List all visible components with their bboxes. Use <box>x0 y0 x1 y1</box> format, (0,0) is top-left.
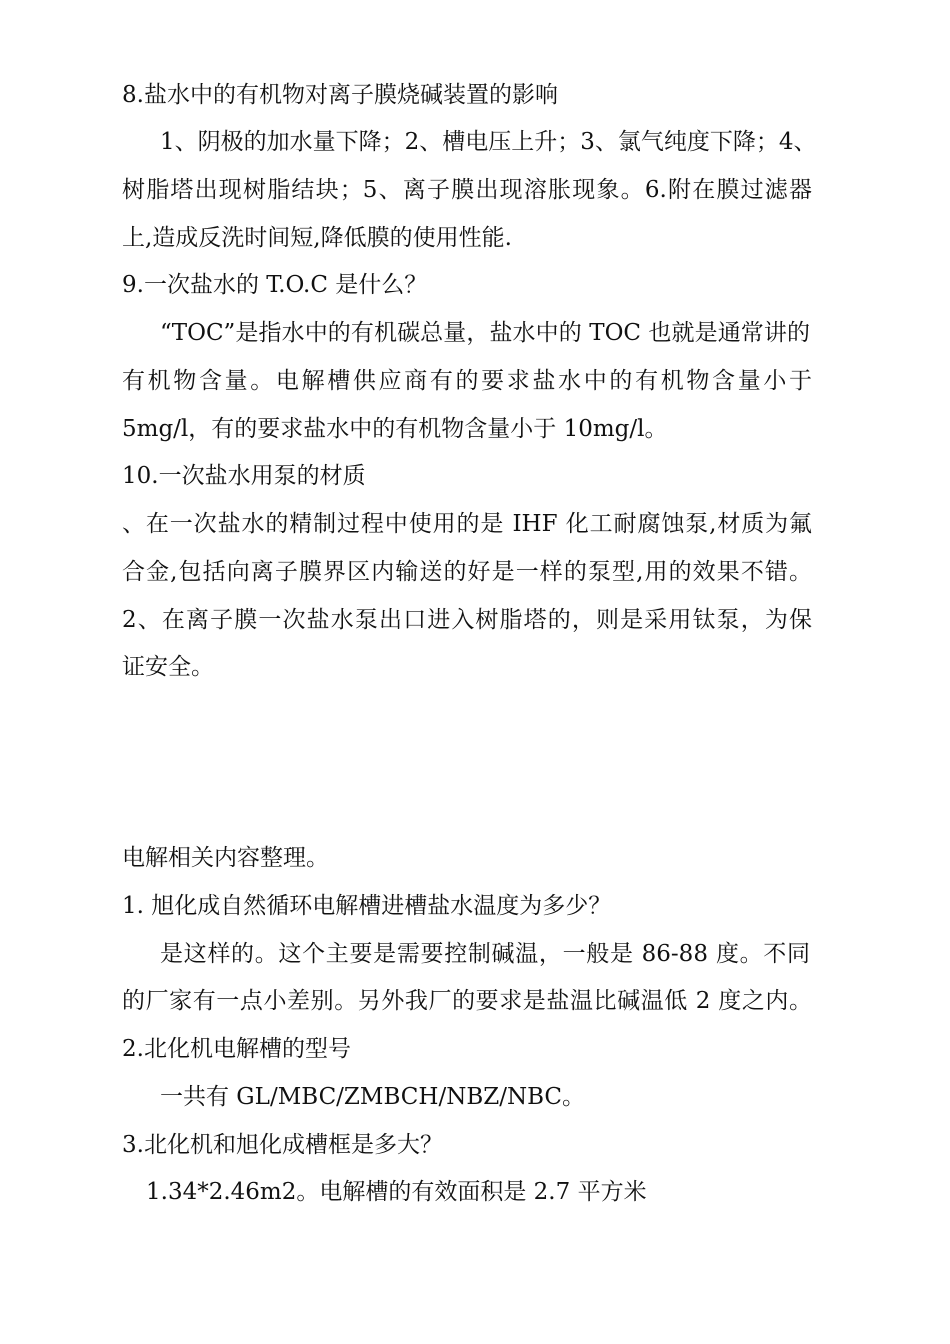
heading-q1: 1. 旭化成自然循环电解槽进槽盐水温度为多少？ <box>122 893 612 919</box>
paragraph-line: 有机物含量。电解槽供应商有的要求盐水中的有机物含量小于 <box>122 368 812 394</box>
paragraph-line: 合金,包括向离子膜界区内输送的好是一样的泵型,用的效果不错。 <box>122 559 812 585</box>
paragraph-line: 证安全。 <box>122 654 214 680</box>
paragraph-line: 2、在离子膜一次盐水泵出口进入树脂塔的，则是采用钛泵，为保 <box>122 607 812 633</box>
heading-organic-impact: 8.盐水中的有机物对离子膜烧碱装置的影响 <box>122 82 558 108</box>
paragraph-line: 5mg/l，有的要求盐水中的有机物含量小于 10mg/l。 <box>122 416 668 442</box>
paragraph-line: 1.34*2.46m2。电解槽的有效面积是 2.7 平方米 <box>146 1179 647 1205</box>
paragraph-line: 、在一次盐水的精制过程中使用的是 IHF 化工耐腐蚀泵,材质为氟 <box>122 511 812 537</box>
paragraph-line: 一共有 GL/MBC/ZMBCH/NBZ/NBC。 <box>160 1084 586 1110</box>
paragraph-line: 上,造成反洗时间短,降低膜的使用性能. <box>122 225 512 251</box>
paragraph-line: 的厂家有一点小差别。另外我厂的要求是盐温比碱温低 2 度之内。 <box>122 988 812 1014</box>
paragraph-line: “TOC”是指水中的有机碳总量，盐水中的 TOC 也就是通常讲的 <box>160 320 810 346</box>
paragraph-line: 树脂塔出现树脂结块；5、离子膜出现溶胀现象。6.附在膜过滤器 <box>122 177 812 203</box>
heading-pump-material: 10.一次盐水用泵的材质 <box>122 463 366 489</box>
paragraph-line: 是这样的。这个主要是需要控制碱温，一般是 86-88 度。不同 <box>160 941 810 967</box>
heading-q2: 2.北化机电解槽的型号 <box>122 1036 351 1062</box>
heading-toc: 9.一次盐水的 T.O.C 是什么？ <box>122 272 428 298</box>
section-title-electrolysis: 电解相关内容整理。 <box>122 845 329 871</box>
heading-q3: 3.北化机和旭化成槽框是多大？ <box>122 1132 443 1158</box>
paragraph-line: 1、阴极的加水量下降；2、槽电压上升；3、氯气纯度下降；4、 <box>160 129 817 155</box>
